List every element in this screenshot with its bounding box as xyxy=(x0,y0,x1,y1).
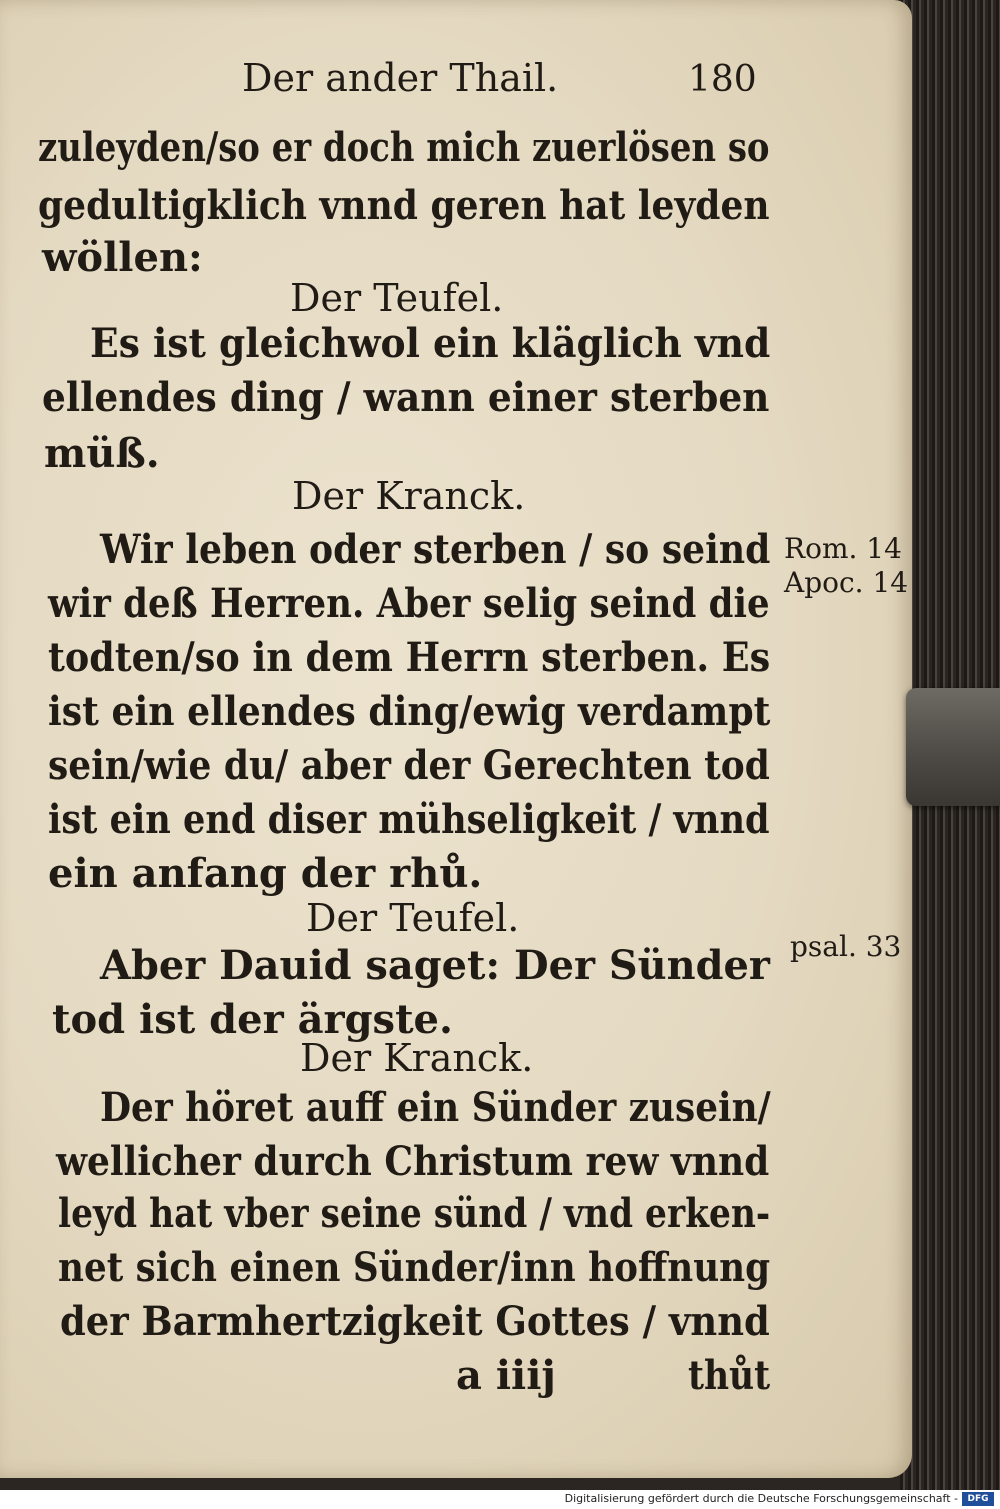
text-line: gedultigklich vnnd geren hat leyden xyxy=(38,182,770,229)
margin-note: Apoc. 14 xyxy=(784,566,909,599)
speaker-heading: Der Teufel. xyxy=(290,276,504,320)
text-line: müß. xyxy=(44,430,160,477)
text-line: leyd hat vber seine sünd / vnd erken- xyxy=(58,1190,771,1237)
text-line: sein/wie du/ aber der Gerechten tod xyxy=(48,742,770,789)
text-line: wellicher durch Christum rew vnnd xyxy=(56,1138,770,1185)
funding-credit: Digitalisierung gefördert durch die Deutsche Forschungsgemeinschaft - xyxy=(564,1492,958,1505)
text-line: todten/so in dem Herrn sterben. Es xyxy=(48,634,771,681)
footer-bar xyxy=(0,1490,1000,1509)
running-head: Der ander Thail. xyxy=(242,56,559,100)
speaker-heading: Der Kranck. xyxy=(300,1036,534,1080)
speaker-heading: Der Kranck. xyxy=(292,474,526,518)
signature-mark: a iiij xyxy=(456,1352,556,1399)
dfg-logo: DFG xyxy=(962,1492,994,1506)
catchword: thůt xyxy=(688,1352,771,1399)
text-line: Aber Dauid saget: Der Sünder xyxy=(100,942,770,989)
text-line: wir deß Herren. Aber selig seind die xyxy=(48,580,770,627)
folio-number: 180 xyxy=(688,59,757,100)
margin-note: Rom. 14 xyxy=(784,532,902,565)
text-line: wöllen: xyxy=(42,234,203,281)
book-clasp xyxy=(906,688,1000,806)
text-line: ist ein ellendes ding/ewig verdampt xyxy=(48,688,771,735)
text-line: ein anfang der rhů. xyxy=(48,850,483,897)
text-line: zuleyden/so er doch mich zuerlösen so xyxy=(38,124,770,171)
text-line: ellendes ding / wann einer sterben xyxy=(42,374,770,421)
margin-note: psal. 33 xyxy=(790,930,902,963)
text-line: Es ist gleichwol ein kläglich vnd xyxy=(90,320,771,367)
text-line: ist ein end diser mühseligkeit / vnnd xyxy=(48,796,770,843)
text-line: Wir leben oder sterben / so seind xyxy=(100,526,771,573)
text-line: der Barmhertzigkeit Gottes / vnnd xyxy=(60,1298,770,1345)
text-line: Der höret auff ein Sünder zusein/ xyxy=(100,1084,771,1131)
text-line: net sich einen Sünder/inn hoffnung xyxy=(58,1244,771,1291)
text-line: tod ist der ärgste. xyxy=(52,996,453,1043)
speaker-heading: Der Teufel. xyxy=(306,896,520,940)
